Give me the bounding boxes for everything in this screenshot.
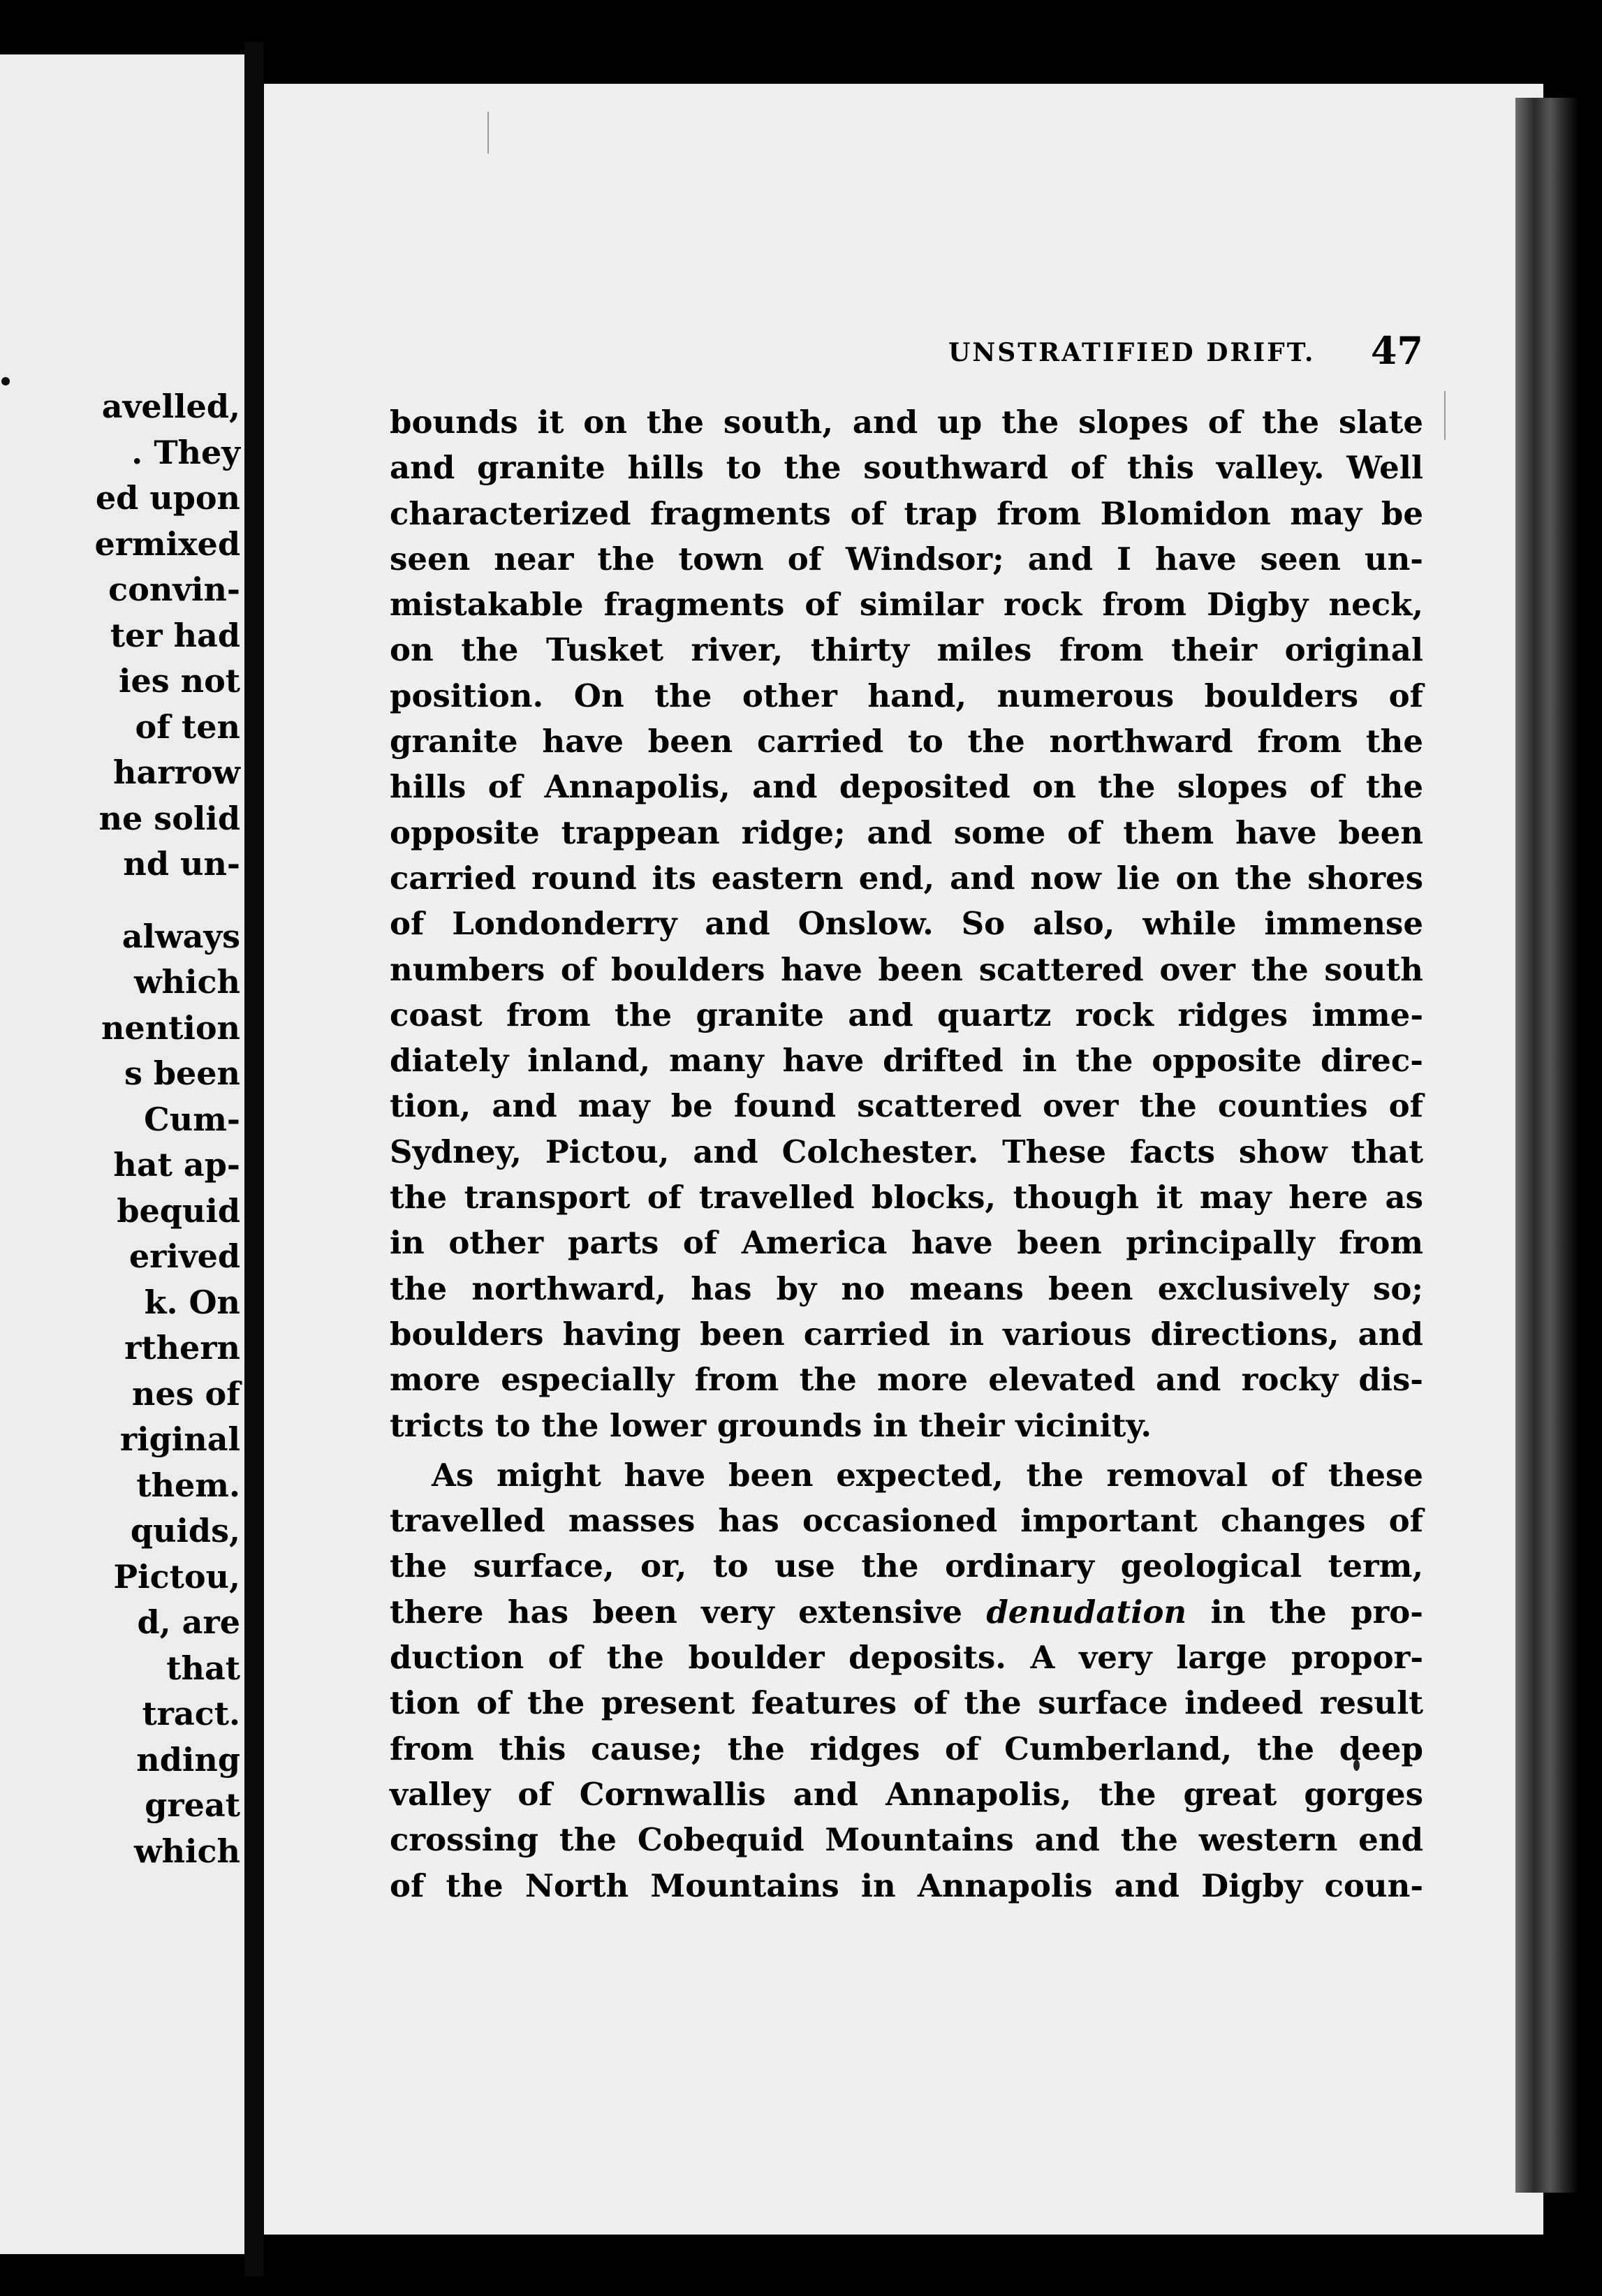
left-line: d, are — [137, 1603, 240, 1641]
left-line: which — [134, 1832, 240, 1870]
left-line: riginal — [119, 1420, 240, 1458]
text-line: diately inland, many have drifted in the opposite direc- — [390, 1042, 1423, 1080]
text-line: from this cause; the ridges of Cumberland, the deep — [390, 1730, 1423, 1767]
text-line: the transport of travelled blocks, though it may here as — [390, 1179, 1423, 1216]
left-line: Pictou, — [113, 1557, 240, 1596]
left-line: that — [166, 1649, 240, 1687]
text-line: position. On the other hand, numerous boulders of — [390, 677, 1423, 714]
left-line: erived — [128, 1237, 240, 1275]
text-line: hills of Annapolis, and deposited on the slopes of the — [390, 768, 1423, 806]
page-body-text — [390, 399, 1423, 1908]
text-line: and granite hills to the southward of this valley. Well — [390, 449, 1423, 487]
left-line: of ten — [135, 707, 240, 746]
left-line: hat ap- — [113, 1146, 240, 1184]
scan-hairline — [1444, 391, 1446, 440]
left-line: nention — [101, 1008, 240, 1047]
left-line: ed upon — [95, 479, 240, 517]
left-line: convin- — [108, 571, 240, 608]
left-line: great — [145, 1786, 240, 1824]
left-line: nd un- — [123, 845, 240, 883]
text-line: characterized fragments of trap from Blomidon may be — [390, 494, 1423, 532]
text-line: coast from the granite and quartz rock ridges imme- — [390, 996, 1423, 1033]
text-line: travelled masses has occasioned important changes of — [390, 1502, 1423, 1540]
right-page — [264, 84, 1543, 2235]
left-line: which — [134, 963, 240, 1001]
text-line: tion, and may be found scattered over the counties of — [390, 1087, 1423, 1125]
left-line: always — [122, 917, 240, 955]
emphasized-term: denudation — [986, 1593, 1187, 1631]
book-gutter — [244, 42, 264, 2276]
running-title: UNSTRATIFIED DRIFT. — [948, 338, 1316, 367]
left-line: avelled, — [101, 388, 240, 425]
text-line: As might have been expected, the removal of these — [432, 1456, 1423, 1494]
text-line: mistakable fragments of similar rock from Digby neck, — [390, 586, 1423, 624]
left-line: harrow — [112, 753, 240, 791]
scan-hairline — [487, 112, 489, 154]
text-line: on the Tusket river, thirty miles from their original — [390, 631, 1423, 669]
running-head — [390, 328, 1423, 384]
left-page-mark — [1, 377, 10, 385]
text-line: opposite trappean ridge; and some of them have been — [390, 814, 1423, 851]
left-line: . They — [131, 433, 240, 471]
left-line: ne solid — [98, 799, 240, 837]
text-run: there has been very extensive — [390, 1593, 962, 1631]
left-paragraph-gap — [94, 888, 240, 914]
left-line: k. On — [144, 1283, 240, 1321]
text-line: duction of the boulder deposits. A very large propor- — [390, 1639, 1423, 1677]
text-line-with-emphasis — [390, 1589, 1423, 1635]
text-line: tricts to the lower grounds in their vicinity. — [390, 1406, 1152, 1444]
text-line: more especially from the more elevated and rocky dis- — [390, 1361, 1423, 1399]
text-line: Sydney, Pictou, and Colchester. These facts show that — [390, 1133, 1423, 1170]
left-line: them. — [136, 1466, 240, 1504]
text-run: in the pro- — [1210, 1593, 1423, 1631]
text-line: boulders having been carried in various directions, and — [390, 1315, 1423, 1353]
left-line: ermixed — [94, 524, 240, 563]
text-line: carried round its eastern end, and now lie on the shores — [390, 859, 1423, 897]
left-facing-page — [0, 54, 244, 2254]
text-line: of the North Mountains in Annapolis and Digby coun- — [390, 1867, 1423, 1904]
text-line: valley of Cornwallis and Annapolis, the great gorges — [390, 1775, 1423, 1813]
text-line: granite have been carried to the northward from the — [390, 723, 1423, 760]
left-line: ter had — [110, 616, 240, 654]
text-line: the northward, has by no means been exclusively so; — [390, 1270, 1423, 1307]
left-line: nding — [136, 1740, 240, 1779]
page-number: 47 — [1370, 328, 1423, 373]
left-line: nes of — [131, 1374, 240, 1413]
text-line: tion of the present features of the surface indeed result — [390, 1684, 1423, 1722]
left-line: tract. — [142, 1695, 240, 1732]
left-line: ies not — [118, 662, 240, 700]
page-edge-stack — [1515, 98, 1578, 2193]
text-line: seen near the town of Windsor; and I have seen un- — [390, 540, 1423, 577]
text-line: in other parts of America have been principally from — [390, 1224, 1423, 1262]
left-line: quids, — [130, 1512, 240, 1550]
left-page-text-fragments — [94, 384, 240, 1874]
left-line: s been — [124, 1054, 240, 1092]
text-line: the surface, or, to use the ordinary geological term, — [390, 1547, 1423, 1585]
left-line: rthern — [124, 1329, 240, 1367]
text-line: of Londonderry and Onslow. So also, while immense — [390, 905, 1423, 943]
left-line: bequid — [117, 1191, 240, 1230]
text-line: bounds it on the south, and up the slopes of the slate — [390, 404, 1423, 441]
text-line: numbers of boulders have been scattered over the south — [390, 950, 1423, 988]
left-line: Cum- — [144, 1100, 240, 1138]
text-line: crossing the Cobequid Mountains and the western end — [390, 1821, 1423, 1859]
